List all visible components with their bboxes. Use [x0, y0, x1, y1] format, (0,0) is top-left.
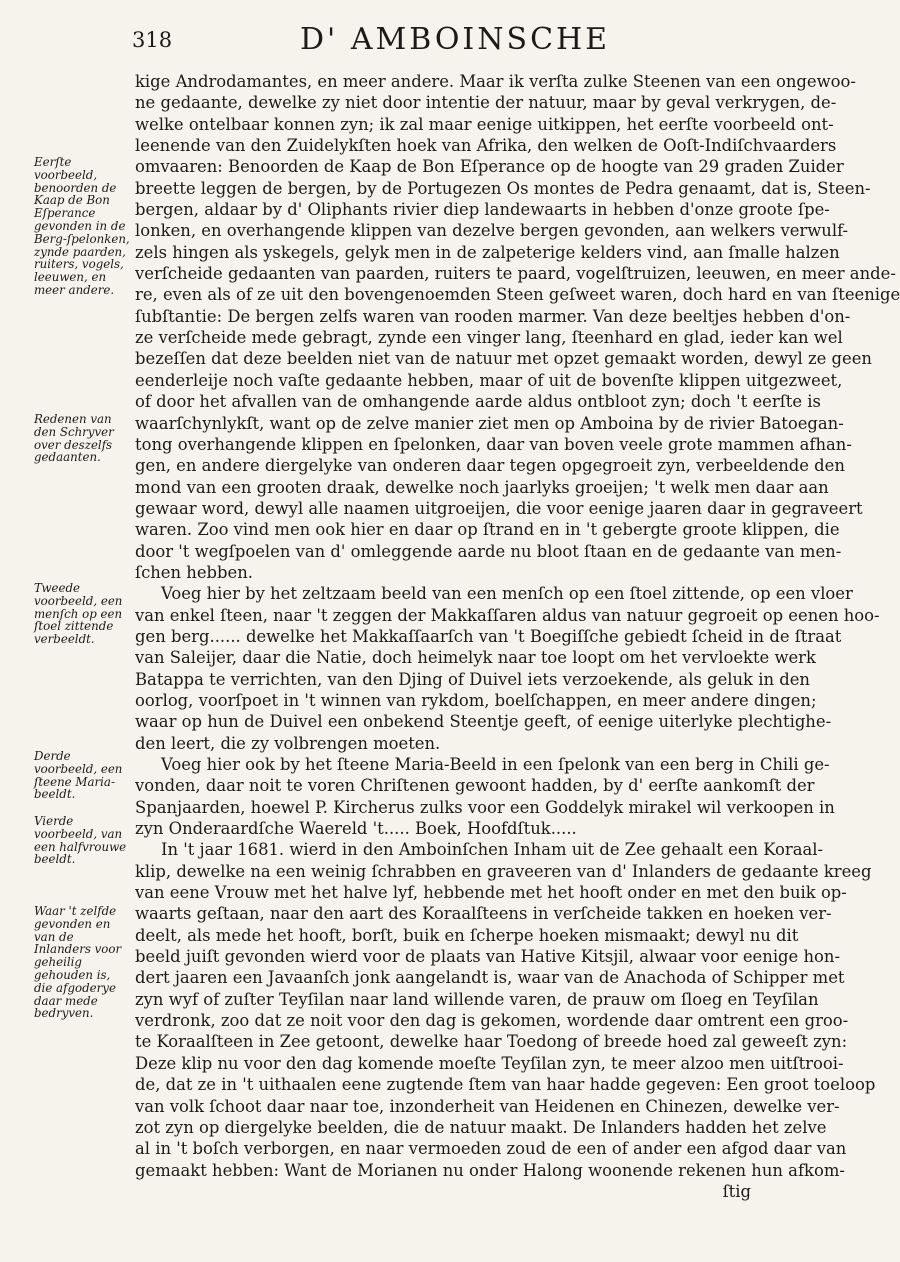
text-line: kige Androdamantes, en meer andere. Maar ik verſta zulke Steenen van een ongewoo- [135, 72, 856, 91]
text-line: verſcheide gedaanten van paarden, ruiters te paard, vogelſtruizen, leeuwen, en meer ande- [135, 264, 896, 284]
body-text [135, 71, 900, 1202]
text-line: bezeſſen dat deze beelden niet van de natuur met opzet gemaakt worden, dewyl ze geen [135, 349, 872, 369]
text-line: de, dat ze in 't uithaalen eene zugtende ſtem van haar hadde gegeven: Een groot toeloop [135, 1075, 876, 1095]
text-line: zels hingen als yskegels, gelyk men in de zalpeterige kelders vind, aan ſmalle halzen [135, 242, 840, 262]
text-line: ze verſcheide mede gebragt, zynde een vinger lang, ſteenhard en glad, ieder kan wel [135, 328, 843, 348]
text-line: ſchen hebben. [135, 562, 253, 582]
text-line: leenende van den Zuidelykſten hoek van Afrika, den welken de Ooſt-Indiſchvaarders [135, 136, 837, 156]
text-line: Voeg hier by het zeltzaam beeld van een menſch op een ſtoel zittende, op een vloer [161, 584, 853, 604]
margin-note-reasons: Redenen van den Schryver over deszelfs gedaanten. [34, 412, 114, 465]
text-line: oorlog, voorſpoet in 't winnen van rykdom, boelſchappen, en meer andere dingen; [135, 690, 817, 710]
text-line: tong overhangende klippen en ſpelonken, daar van boven veele grote mammen afhan- [135, 434, 852, 454]
text-line: te Koraalſteen in Zee getoont, dewelke haar Toedong of breede hoed zal geweeſt zyn: [135, 1032, 848, 1052]
text-line: Batappa te verrichten, van den Djing of Duivel iets verzoekende, als geluk in den [135, 669, 810, 689]
text-line: bergen, aldaar by d' Oliphants rivier diep landewaarts in hebben d'onze groote ſpe- [135, 200, 830, 220]
text-line: waarſchynlykſt, want op de zelve manier ziet men op Amboina by de rivier Batoegan- [135, 413, 844, 433]
margin-note-first-example: Eerſte voorbeeld, benoorden de Kaap de Bon Eſperance gevonden in de Berg-ſpelonken, zynde paarden, ruiters, vogels, leeuwen, en meer andere. [34, 155, 130, 297]
text-line: waarts geſtaan, naar den aart des Koraalſteens in verſcheide takken en hoeken ver- [135, 904, 832, 924]
text-line: In 't jaar 1681. wierd in den Amboinſchen Inham uit de Zee gehaalt een Koraal- [161, 840, 824, 860]
text-line: van enkel ſteen, naar 't zeggen der Makkaſſaren aldus van natuur gegroeit op eenen hoo- [135, 605, 880, 625]
running-title: D' AMBOINSCHE [300, 22, 611, 57]
text-line: beeld juiſt gevonden wierd voor de plaats van Hative Kitsjil, alwaar voor eenige hon- [135, 947, 840, 967]
text-line: lonken, en overhangende klippen van dezelve bergen gevonden, aan welkers verwulf- [135, 221, 849, 241]
text-line: waren. Zoo vind men ook hier en daar op ſtrand en in 't gebergte groote klippen, die [135, 520, 840, 540]
text-line: gen, en andere diergelyke van onderen daar tegen opgegroeit zyn, verbeeldende den [135, 456, 845, 476]
text-line: waar op hun de Duivel een onbekend Steentje geeft, of eenige uiterlyke plechtighe- [135, 712, 832, 732]
text-line: welke ontelbaar konnen zyn; ik zal maar eenige uitkippen, het eerſte voorbeeld ont- [135, 114, 834, 134]
text-line: deelt, als mede het hooft, borſt, buik en ſcherpe hoeken mismaakt; dewyl nu dit [135, 925, 799, 945]
catchword: ſtig [722, 1181, 751, 1201]
text-line: Voeg hier ook by het ſteene Maria-Beeld in een ſpelonk van een berg in Chili ge- [161, 755, 830, 774]
text-line: dert jaaren een Javaanſch jonk aangelandt is, waar van de Anachoda of Schipper met [135, 968, 845, 988]
text-line: gen berg...... dewelke het Makkaſſaarſch van 't Boegiſſche gebiedt ſcheid in de ſtraat [135, 626, 842, 646]
text-line: gemaakt hebben: Want de Morianen nu onder Halong woonende rekenen hun afkom- [135, 1160, 845, 1180]
text-line: of door het afvallen van de omhangende aarde aldus ontbloot zyn; doch 't eerſte is [135, 392, 821, 412]
text-line: vonden, daar noit te voren Chriſtenen gewoont hadden, by d' eerſte aankomſt der [135, 776, 815, 796]
text-line: zyn Onderaardſche Waereld 't..... Boek, Hoofdſtuk..... [135, 819, 577, 839]
text-line: ne gedaante, dewelke zy niet door intentie der natuur, maar by geval verkrygen, de- [135, 93, 837, 113]
text-line: van Saleijer, daar die Natie, doch heimelyk naar toe loopt om het vervloekte werk [135, 648, 816, 668]
text-line: re, even als of ze uit den bovengenoemden Steen geſweet waren, doch hard en van ſteenige [135, 285, 900, 305]
text-line: den leert, die zy volbrengen moeten. [135, 733, 441, 753]
text-line: zyn wyf of zuſter Teyſilan naar land willende varen, de prauw om ſloeg en Teyſilan [135, 989, 819, 1009]
text-line: breette leggen de bergen, by de Portugezen Os montes de Pedra genaamt, dat is, Steen- [135, 178, 871, 198]
margin-note-fourth-example: Vierde voorbeeld, van een halfvrouwe beeldt. [34, 814, 127, 867]
text-line: Deze klip nu voor den dag komende moeſte Teyſilan zyn, te meer alzoo men uitſtrooi- [135, 1053, 844, 1073]
text-line: verdronk, zoo dat ze noit voor den dag is gekomen, wordende daar omtrent een groo- [135, 1011, 849, 1031]
text-line: van eene Vrouw met het halve lyf, hebbende met het hooft onder en met den buik op- [135, 883, 847, 903]
text-line: klip, dewelke na een weinig ſchrabben en graveeren van d' Inlanders de gedaante kreeg [135, 861, 872, 881]
text-line: omvaaren: Benoorden de Kaap de Bon Eſperance op de hoogte van 29 graden Zuider [135, 157, 844, 177]
margin-note-found-place: Waar 't zelfde gevonden en van de Inlanders voor geheilig gehouden is, die afgoderye daar mede bedryven. [34, 904, 122, 1021]
text-line: van volk ſchoot daar naar toe, inzonderheit van Heidenen en Chinezen, dewelke ver- [135, 1096, 840, 1116]
margin-notes [34, 0, 132, 1262]
text-line: Spanjaarden, hoewel P. Kircherus zulks voor een Goddelyk mirakel wil verkoopen in [135, 797, 835, 817]
text-line: zot zyn op diergelyke beelden, die de natuur maakt. De Inlanders hadden het zelve [135, 1117, 827, 1137]
text-line: gewaar word, dewyl alle naamen uitgroeijen, die voor eenige jaaren daar in gegraveert [135, 498, 863, 518]
text-line: door 't wegſpoelen van d' omleggende aarde nu bloot ſtaan en de gedaante van men- [135, 541, 842, 561]
text-line: eenderleije noch vaſte gedaante hebben, maar of uit de bovenſte klippen uitgezweet, [135, 370, 843, 390]
margin-note-third-example: Derde voorbeeld, een ſteene Maria-beeldt. [34, 749, 123, 802]
margin-note-second-example: Tweede voorbeeld, een menſch op een ſtoel zittende verbeeldt. [34, 581, 123, 647]
page-number: 318 [132, 28, 173, 52]
text-line: ſubſtantie: De bergen zelfs waren van rooden marmer. Van deze beeltjes hebben d'on- [135, 306, 851, 326]
text-line: mond van een grooten draak, dewelke noch jaarlyks groeijen; 't welk men daar aan [135, 477, 829, 497]
text-line: al in 't boſch verborgen, en naar vermoeden zoud de een of ander een afgod daar van [135, 1139, 847, 1159]
